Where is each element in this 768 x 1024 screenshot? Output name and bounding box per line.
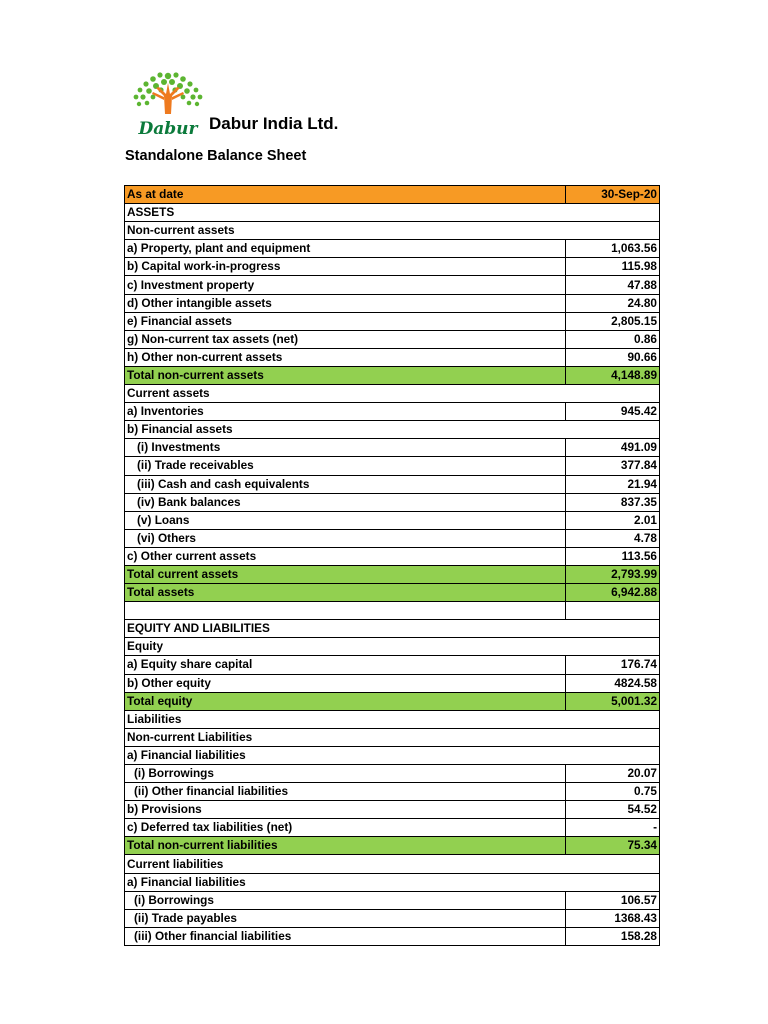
row-label: (ii) Other financial liabilities: [125, 783, 566, 801]
row-label: (v) Loans: [125, 511, 566, 529]
header-row: [125, 186, 660, 204]
table-row: [125, 529, 660, 547]
row-label: Total non-current assets: [125, 366, 566, 384]
table-row: [125, 403, 660, 421]
row-value: 6,942.88: [566, 584, 660, 602]
row-value: 4824.58: [566, 674, 660, 692]
section-row: [125, 746, 660, 764]
row-label: Total current assets: [125, 565, 566, 583]
row-label: Total equity: [125, 692, 566, 710]
company-name: Dabur India Ltd.: [209, 114, 339, 133]
sheet-title: Standalone Balance Sheet: [125, 148, 307, 164]
row-label: (i) Borrowings: [125, 891, 566, 909]
table-row: [125, 511, 660, 529]
row-label: d) Other intangible assets: [125, 294, 566, 312]
section-row: [125, 385, 660, 403]
total-row: [125, 584, 660, 602]
row-value: 491.09: [566, 439, 660, 457]
row-value: -: [566, 819, 660, 837]
section-row: [125, 421, 660, 439]
row-label: a) Property, plant and equipment: [125, 240, 566, 258]
section-row: [125, 620, 660, 638]
row-label: c) Deferred tax liabilities (net): [125, 819, 566, 837]
header-label: As at date: [125, 186, 566, 204]
row-label: (ii) Trade payables: [125, 909, 566, 927]
row-value: 4.78: [566, 529, 660, 547]
header-date: 30-Sep-20: [566, 186, 660, 204]
row-value: [566, 602, 660, 620]
table-row: [125, 819, 660, 837]
table-row: [125, 493, 660, 511]
row-value: 176.74: [566, 656, 660, 674]
row-value: 47.88: [566, 276, 660, 294]
row-value: 5,001.32: [566, 692, 660, 710]
table-row: [125, 475, 660, 493]
row-label: (iii) Cash and cash equivalents: [125, 475, 566, 493]
table-row: [125, 891, 660, 909]
table-row: [125, 258, 660, 276]
row-label: (iii) Other financial liabilities: [125, 927, 566, 945]
row-label: c) Other current assets: [125, 547, 566, 565]
row-value: 90.66: [566, 348, 660, 366]
row-value: 158.28: [566, 927, 660, 945]
table-row: [125, 801, 660, 819]
row-value: 21.94: [566, 475, 660, 493]
row-value: 2.01: [566, 511, 660, 529]
table-row: [125, 909, 660, 927]
total-row: [125, 366, 660, 384]
section-row: [125, 710, 660, 728]
row-value: 113.56: [566, 547, 660, 565]
table-row: [125, 602, 660, 620]
row-label: b) Other equity: [125, 674, 566, 692]
row-label: a) Financial liabilities: [125, 746, 660, 764]
row-value: 837.35: [566, 493, 660, 511]
row-value: 1368.43: [566, 909, 660, 927]
balance-sheet-table: [124, 185, 660, 946]
row-value: 4,148.89: [566, 366, 660, 384]
row-label: Liabilities: [125, 710, 660, 728]
row-value: 2,793.99: [566, 565, 660, 583]
row-label: ASSETS: [125, 204, 660, 222]
total-row: [125, 837, 660, 855]
row-value: 0.86: [566, 330, 660, 348]
row-label: h) Other non-current assets: [125, 348, 566, 366]
row-label: (vi) Others: [125, 529, 566, 547]
row-value: 115.98: [566, 258, 660, 276]
row-label: g) Non-current tax assets (net): [125, 330, 566, 348]
section-row: [125, 222, 660, 240]
row-label: EQUITY AND LIABILITIES: [125, 620, 660, 638]
row-value: 24.80: [566, 294, 660, 312]
table-row: [125, 674, 660, 692]
table-row: [125, 348, 660, 366]
table-row: [125, 547, 660, 565]
row-label: a) Inventories: [125, 403, 566, 421]
row-label: [125, 602, 566, 620]
row-label: Total assets: [125, 584, 566, 602]
section-row: [125, 855, 660, 873]
row-value: 945.42: [566, 403, 660, 421]
row-label: e) Financial assets: [125, 312, 566, 330]
table-row: [125, 330, 660, 348]
row-label: (i) Borrowings: [125, 765, 566, 783]
row-label: Current liabilities: [125, 855, 660, 873]
row-label: Equity: [125, 638, 660, 656]
section-row: [125, 638, 660, 656]
row-value: 377.84: [566, 457, 660, 475]
row-label: a) Financial liabilities: [125, 873, 660, 891]
row-label: b) Capital work-in-progress: [125, 258, 566, 276]
table-row: [125, 656, 660, 674]
row-value: 106.57: [566, 891, 660, 909]
row-label: Non-current assets: [125, 222, 660, 240]
row-label: Non-current Liabilities: [125, 728, 660, 746]
section-row: [125, 204, 660, 222]
total-row: [125, 692, 660, 710]
table-row: [125, 294, 660, 312]
row-label: Current assets: [125, 385, 660, 403]
table-row: [125, 765, 660, 783]
dabur-tree-logo: [128, 66, 208, 138]
table-row: [125, 240, 660, 258]
row-value: 2,805.15: [566, 312, 660, 330]
row-label: (iv) Bank balances: [125, 493, 566, 511]
logo-wordmark: Dabur: [138, 119, 198, 138]
row-label: b) Provisions: [125, 801, 566, 819]
row-label: b) Financial assets: [125, 421, 660, 439]
total-row: [125, 565, 660, 583]
row-label: c) Investment property: [125, 276, 566, 294]
row-label: Total non-current liabilities: [125, 837, 566, 855]
row-value: 75.34: [566, 837, 660, 855]
row-value: 20.07: [566, 765, 660, 783]
row-value: 0.75: [566, 783, 660, 801]
table-row: [125, 439, 660, 457]
row-value: 1,063.56: [566, 240, 660, 258]
section-row: [125, 873, 660, 891]
table-row: [125, 312, 660, 330]
table-row: [125, 457, 660, 475]
table-row: [125, 783, 660, 801]
row-value: 54.52: [566, 801, 660, 819]
table-row: [125, 276, 660, 294]
table-row: [125, 927, 660, 945]
row-label: a) Equity share capital: [125, 656, 566, 674]
section-row: [125, 728, 660, 746]
row-label: (i) Investments: [125, 439, 566, 457]
row-label: (ii) Trade receivables: [125, 457, 566, 475]
